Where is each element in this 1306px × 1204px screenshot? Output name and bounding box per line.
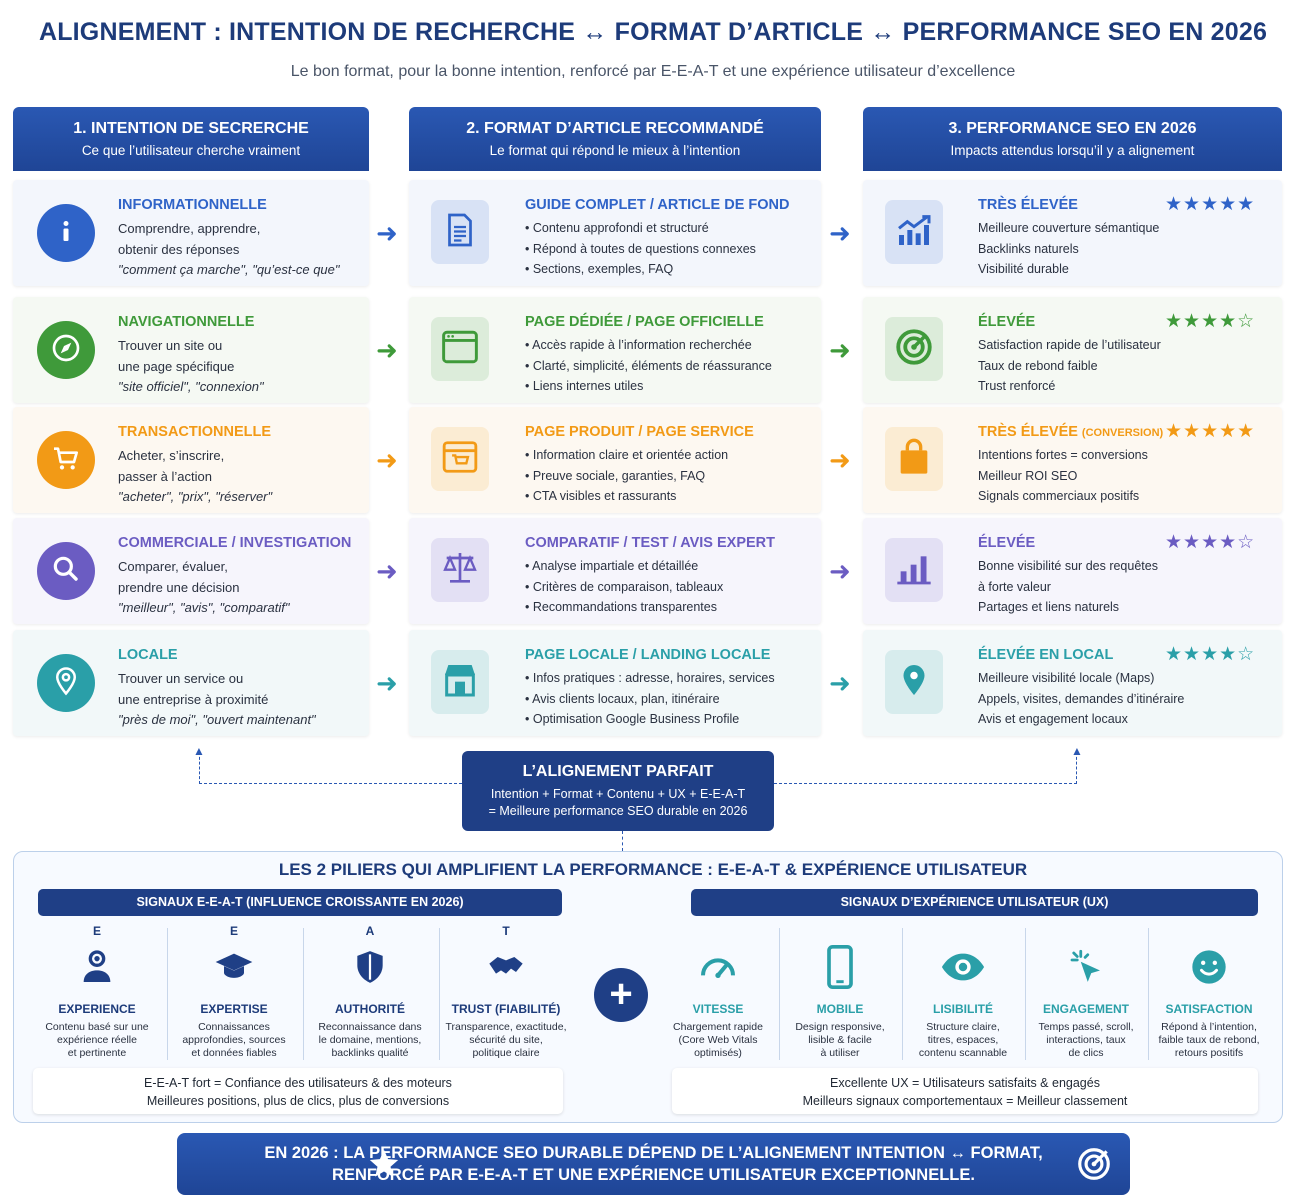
column-title: 1. INTENTION DE SECRERCHE: [73, 120, 309, 137]
performance-line: Meilleure visibilité locale (Maps): [978, 671, 1155, 685]
speedometer-icon: [657, 938, 779, 996]
format-line: • Accès rapide à l’information recherchée: [525, 338, 752, 352]
ux-description-line: titres, espaces,: [927, 1034, 999, 1046]
format-card: [409, 407, 821, 513]
format-line: • Contenu approfondi et structuré: [525, 221, 709, 235]
intent-card: [13, 407, 369, 513]
performance-line: Backlinks naturels: [978, 241, 1079, 256]
performance-line: Partages et liens naturels: [978, 600, 1120, 614]
magnifier-icon: [50, 553, 82, 590]
ux-description-line: (Core Web Vitals: [678, 1034, 758, 1046]
intent-title: TRANSACTIONNELLE: [118, 424, 272, 440]
arrow-right-icon: ➜: [376, 335, 398, 365]
star-rating: ★★★★☆: [1165, 311, 1256, 332]
intent-line: "près de moi", "ouvert maintenant": [118, 712, 316, 727]
performance-line: Visibilité durable: [978, 262, 1069, 276]
ux-name: ENGAGEMENT: [1042, 1002, 1129, 1016]
divider: [779, 928, 780, 1060]
performance-line: Meilleur ROI SEO: [978, 468, 1078, 483]
intent-icon-badge: [37, 654, 95, 712]
performance-icon-tile: [885, 200, 943, 264]
eeat-description-line: politique claire: [472, 1047, 540, 1059]
format-title: GUIDE COMPLET / ARTICLE DE FOND: [525, 197, 790, 213]
intent-icon-badge: [37, 321, 95, 379]
performance-level: ÉLEVÉE: [978, 535, 1036, 551]
ux-description: [1025, 1021, 1147, 1060]
divider: [1148, 928, 1149, 1060]
cart-icon: [50, 442, 82, 479]
performance-icon-tile: [885, 427, 943, 491]
eeat-description-line: et données fiables: [191, 1047, 277, 1059]
intent-title: LOCALE: [118, 647, 178, 663]
format-line: • Infos pratiques : adresse, horaires, services: [525, 671, 775, 685]
footer-line: RENFORCÉ PAR E-E-A-T ET UNE EXPÉRIENCE UTILISATEUR EXCEPTIONNELLE.: [332, 1166, 975, 1184]
eeat-letter: T: [502, 924, 510, 938]
intent-line: une entreprise à proximité: [118, 691, 269, 707]
dashed-connector-left: [199, 752, 462, 784]
ux-description-line: interactions, taux: [1046, 1034, 1126, 1046]
format-icon-tile: [431, 650, 489, 714]
eeat-description-line: backlinks qualité: [331, 1047, 409, 1059]
ux-description-line: retours positifs: [1174, 1047, 1244, 1059]
eeat-description: [30, 1021, 164, 1060]
eeat-name: AUTHORITÉ: [335, 1002, 405, 1016]
eeat-heading: SIGNAUX E-E-A-T (INFLUENCE CROISSANTE EN 2026): [38, 889, 562, 916]
ux-description-line: lisible & facile: [808, 1034, 872, 1046]
intent-icon-badge: [37, 204, 95, 262]
intent-card: [13, 297, 369, 403]
performance-title: [978, 424, 1163, 440]
intent-line: passer à l’action: [118, 468, 212, 484]
intent-line: "site officiel", "connexion": [118, 379, 264, 394]
click-cursor-icon: [1025, 938, 1147, 996]
format-icon-tile: [431, 317, 489, 381]
ux-signal: [1025, 924, 1147, 1064]
intent-card: [13, 180, 369, 286]
page-title: ALIGNEMENT : INTENTION DE RECHERCHE ↔ FORMAT D’ARTICLE ↔ PERFORMANCE SEO EN 2026: [38, 18, 1268, 46]
pillars-title: LES 2 PILIERS QUI AMPLIFIENT LA PERFORMANCE : E-E-A-T & EXPÉRIENCE UTILISATEUR: [278, 860, 1028, 879]
perfect-alignment-title: L’ALIGNEMENT PARFAIT: [522, 763, 714, 780]
intent-title: INFORMATIONNELLE: [118, 197, 267, 213]
dashed-connector-down: [622, 831, 623, 851]
intent-line: Trouver un service ou: [118, 671, 244, 686]
intent-line: Trouver un site ou: [118, 338, 223, 353]
handshake-icon: [439, 938, 573, 996]
format-card: [409, 180, 821, 286]
intent-line: prendre une décision: [118, 579, 240, 595]
ux-description-line: Répond à l’intention,: [1161, 1021, 1257, 1033]
format-line: • Sections, exemples, FAQ: [525, 262, 674, 276]
intent-line: Acheter, s’inscrire,: [118, 448, 225, 463]
format-line: • Avis clients locaux, plan, itinéraire: [525, 691, 720, 706]
perfect-alignment-line: = Meilleure performance SEO durable en 2026: [488, 804, 748, 818]
spacer: [1148, 924, 1270, 938]
ux-summary-line: Excellente UX = Utilisateurs satisfaits & engagés: [830, 1076, 1100, 1090]
intent-line: "meilleur", "avis", "comparatif": [118, 600, 290, 615]
eeat-description-line: Reconnaissance dans: [318, 1021, 422, 1033]
spacer: [1025, 924, 1147, 938]
performance-line: Meilleure couverture sémantique: [978, 221, 1160, 235]
format-line: • Liens internes utiles: [525, 379, 644, 393]
eeat-name: EXPERIENCE: [58, 1002, 136, 1016]
ux-description: [1148, 1021, 1270, 1060]
eeat-description: [439, 1021, 573, 1060]
ux-description-line: Chargement rapide: [673, 1021, 763, 1033]
eeat-description-line: Contenu basé sur une: [45, 1021, 149, 1033]
format-card: [409, 630, 821, 736]
eeat-description-line: Connaissances: [198, 1021, 270, 1033]
performance-card: [863, 518, 1282, 624]
performance-line: Bonne visibilité sur des requêtes: [978, 559, 1158, 573]
arrow-right-icon: ➜: [376, 218, 398, 248]
performance-line: à forte valeur: [978, 579, 1051, 594]
performance-card: [863, 297, 1282, 403]
dashed-connector-right: [774, 752, 1077, 784]
format-line: • Critères de comparaison, tableaux: [525, 579, 724, 594]
ux-description-line: à utiliser: [820, 1047, 860, 1059]
ux-name: SATISFACTION: [1165, 1002, 1253, 1016]
ux-description-line: optimisés): [694, 1047, 742, 1059]
compass-icon: [50, 332, 82, 369]
intent-line: "comment ça marche", "qu’est-ce que": [118, 262, 340, 277]
format-icon-tile: [431, 200, 489, 264]
browser-window-icon: [440, 329, 480, 370]
shield-icon: [303, 938, 437, 996]
eeat-letter: E: [92, 924, 101, 938]
ux-signal: [779, 924, 901, 1064]
arrow-right-icon: ➜: [829, 556, 851, 586]
performance-line: Signals commerciaux positifs: [978, 489, 1140, 503]
shopping-bag-icon: [894, 436, 934, 483]
format-line: • CTA visibles et rassurants: [525, 489, 677, 503]
intent-line: Comparer, évaluer,: [118, 559, 228, 574]
performance-level: ÉLEVÉE: [978, 314, 1036, 330]
eeat-signal: [167, 924, 301, 1064]
eeat-description-line: le domaine, mentions,: [318, 1034, 422, 1046]
performance-icon-tile: [885, 650, 943, 714]
ux-summary-line: Meilleurs signaux comportementaux = Meilleur classement: [802, 1094, 1128, 1108]
column-header-performance: [863, 107, 1282, 171]
divider: [439, 928, 440, 1060]
storefront-icon: [439, 660, 481, 705]
column-header-format: [409, 107, 821, 171]
divider: [303, 928, 304, 1060]
intent-icon-badge: [37, 542, 95, 600]
eeat-name: EXPERTISE: [200, 1002, 268, 1016]
smiley-icon: [1148, 938, 1270, 996]
ux-description-line: de clics: [1068, 1047, 1104, 1059]
format-line: • Information claire et orientée action: [525, 448, 729, 462]
arrow-right-icon: ➜: [376, 556, 398, 586]
info-icon: [51, 216, 81, 251]
eeat-description-line: approfondies, sources: [182, 1034, 286, 1046]
performance-line: Appels, visites, demandes d’itinéraire: [978, 691, 1185, 706]
location-pin-icon: [51, 666, 81, 701]
format-title: PAGE LOCALE / LANDING LOCALE: [525, 647, 771, 663]
scale-icon: [439, 548, 481, 593]
eeat-description: [167, 1021, 301, 1060]
shop-page-icon: [440, 438, 480, 481]
intent-line: une page spécifique: [118, 358, 235, 374]
performance-line: Intentions fortes = conversions: [978, 448, 1148, 462]
ux-description-line: Structure claire,: [926, 1021, 1000, 1033]
spacer: [902, 924, 1024, 938]
intent-title: COMMERCIALE / INVESTIGATION: [118, 535, 352, 551]
eeat-description-line: et pertinente: [67, 1047, 127, 1059]
performance-line: Avis et engagement locaux: [978, 712, 1128, 726]
performance-icon-tile: [885, 317, 943, 381]
arrow-right-icon: ➜: [829, 218, 851, 248]
format-line: • Analyse impartiale et détaillée: [525, 559, 699, 573]
ux-description: [779, 1021, 901, 1060]
intent-card: [13, 630, 369, 736]
ux-description-line: faible taux de rebond,: [1158, 1034, 1260, 1046]
spacer: [657, 924, 779, 938]
ux-name: LISIBILITÉ: [933, 1002, 993, 1016]
performance-level: TRÈS ÉLEVÉE: [978, 424, 1078, 440]
column-header-intent: [13, 107, 369, 171]
ux-summary: [672, 1068, 1258, 1114]
eeat-name: TRUST (FIABILITÉ): [451, 1002, 561, 1016]
divider: [1025, 928, 1026, 1060]
page-subtitle: Le bon format, pour la bonne intention, renforcé par E-E-A-T et une expérience utilisateur d’excellence: [290, 63, 1016, 80]
column-subtitle: Ce que l’utilisateur cherche vraiment: [81, 143, 301, 158]
footer-line: EN 2026 : LA PERFORMANCE SEO DURABLE DÉPEND DE L’ALIGNEMENT INTENTION ↔ FORMAT,: [264, 1144, 1043, 1162]
perfect-alignment-line: Intention + Format + Contenu + UX + E-E-A-T: [490, 787, 746, 801]
star-rating: ★★★★☆: [1165, 532, 1256, 553]
ux-description-line: Design responsive,: [795, 1021, 885, 1033]
performance-note: (CONVERSION): [1081, 427, 1164, 439]
format-line: • Preuve sociale, garanties, FAQ: [525, 468, 706, 483]
intent-card: [13, 518, 369, 624]
performance-title: [978, 535, 1035, 551]
performance-level: ÉLEVÉE EN LOCAL: [978, 647, 1114, 663]
eeat-summary-line: E-E-A-T fort = Confiance des utilisateurs & des moteurs: [144, 1076, 452, 1090]
bar-chart-icon: [893, 548, 935, 593]
format-line: • Répond à toutes de questions connexes: [525, 241, 756, 256]
map-pin-icon: [896, 659, 932, 706]
performance-title: [978, 314, 1035, 330]
star-rating: ★★★★★: [1165, 421, 1256, 442]
eeat-signal: [439, 924, 573, 1064]
spacer: [779, 924, 901, 938]
format-title: PAGE DÉDIÉE / PAGE OFFICIELLE: [525, 314, 764, 330]
format-line: • Recommandations transparentes: [525, 600, 717, 614]
performance-card: [863, 180, 1282, 286]
star-rating: ★★★★☆: [1165, 644, 1256, 665]
intent-title: NAVIGATIONNELLE: [118, 314, 255, 330]
eeat-letter: E: [229, 924, 238, 938]
divider: [902, 928, 903, 1060]
smartphone-icon: [779, 938, 901, 996]
intent-line: obtenir des réponses: [118, 241, 240, 257]
eeat-signal: [303, 924, 437, 1064]
column-subtitle: Le format qui répond le mieux à l’intention: [489, 143, 741, 158]
format-card: [409, 518, 821, 624]
ux-name: MOBILE: [816, 1002, 864, 1016]
format-line: • Clarté, simplicité, éléments de réassurance: [525, 358, 772, 373]
ux-signal: [902, 924, 1024, 1064]
eeat-signal: [30, 924, 164, 1064]
arrow-right-icon: ➜: [376, 445, 398, 475]
column-title: 3. PERFORMANCE SEO EN 2026: [948, 120, 1197, 137]
eeat-summary: [33, 1068, 563, 1114]
eeat-description-line: sécurité du site,: [469, 1034, 543, 1046]
eeat-description-line: Transparence, exactitude,: [445, 1021, 567, 1033]
performance-card: [863, 407, 1282, 513]
ux-signal: [657, 924, 779, 1064]
format-card: [409, 297, 821, 403]
performance-line: Trust renforcé: [978, 379, 1056, 393]
ux-heading: SIGNAUX D’EXPÉRIENCE UTILISATEUR (UX): [691, 889, 1258, 916]
eeat-summary-line: Meilleures positions, plus de clics, plus de conversions: [146, 1094, 450, 1108]
target-icon: [893, 326, 935, 373]
intent-line: Comprendre, apprendre,: [118, 221, 261, 236]
performance-card: [863, 630, 1282, 736]
document-icon: [442, 210, 478, 255]
arrow-up-icon: ▲: [1071, 744, 1083, 758]
footer-banner: [177, 1133, 1130, 1195]
ux-description: [657, 1021, 779, 1060]
eeat-letter: A: [365, 924, 375, 938]
arrow-up-icon: ▲: [193, 744, 205, 758]
column-subtitle: Impacts attendus lorsqu’il y a alignement: [950, 143, 1195, 158]
performance-line: Satisfaction rapide de l’utilisateur: [978, 338, 1161, 352]
format-icon-tile: [431, 538, 489, 602]
divider: [167, 928, 168, 1060]
ux-description-line: Temps passé, scroll,: [1038, 1021, 1134, 1033]
ux-description: [902, 1021, 1024, 1060]
format-title: COMPARATIF / TEST / AVIS EXPERT: [525, 535, 776, 551]
arrow-right-icon: ➜: [829, 335, 851, 365]
arrow-right-icon: ➜: [376, 668, 398, 698]
intent-line: "acheter", "prix", "réserver": [118, 489, 273, 504]
column-title: 2. FORMAT D’ARTICLE RECOMMANDÉ: [466, 120, 764, 137]
eeat-description: [303, 1021, 437, 1060]
format-icon-tile: [431, 427, 489, 491]
ux-description-line: contenu scannable: [918, 1047, 1008, 1059]
eeat-description-line: expérience réelle: [57, 1034, 137, 1046]
performance-line: Taux de rebond faible: [978, 358, 1098, 373]
plus-icon: +: [594, 968, 648, 1022]
ux-signal: [1148, 924, 1270, 1064]
arrow-right-icon: ➜: [829, 445, 851, 475]
arrow-right-icon: ➜: [829, 668, 851, 698]
target-icon: [1075, 1145, 1113, 1183]
performance-title: [978, 197, 1078, 213]
performance-title: [978, 647, 1113, 663]
eye-icon: [902, 938, 1024, 996]
format-line: • Optimisation Google Business Profile: [525, 712, 740, 726]
format-title: PAGE PRODUIT / PAGE SERVICE: [525, 424, 754, 440]
performance-level: TRÈS ÉLEVÉE: [978, 197, 1078, 213]
intent-icon-badge: [37, 431, 95, 489]
growth-chart-icon: [892, 210, 936, 255]
performance-icon-tile: [885, 538, 943, 602]
graduation-cap-icon: [167, 938, 301, 996]
ux-name: VITESSE: [692, 1002, 744, 1016]
perfect-alignment-box: [462, 751, 774, 831]
person-experience-icon: [30, 938, 164, 996]
star-rating: ★★★★★: [1165, 194, 1256, 215]
